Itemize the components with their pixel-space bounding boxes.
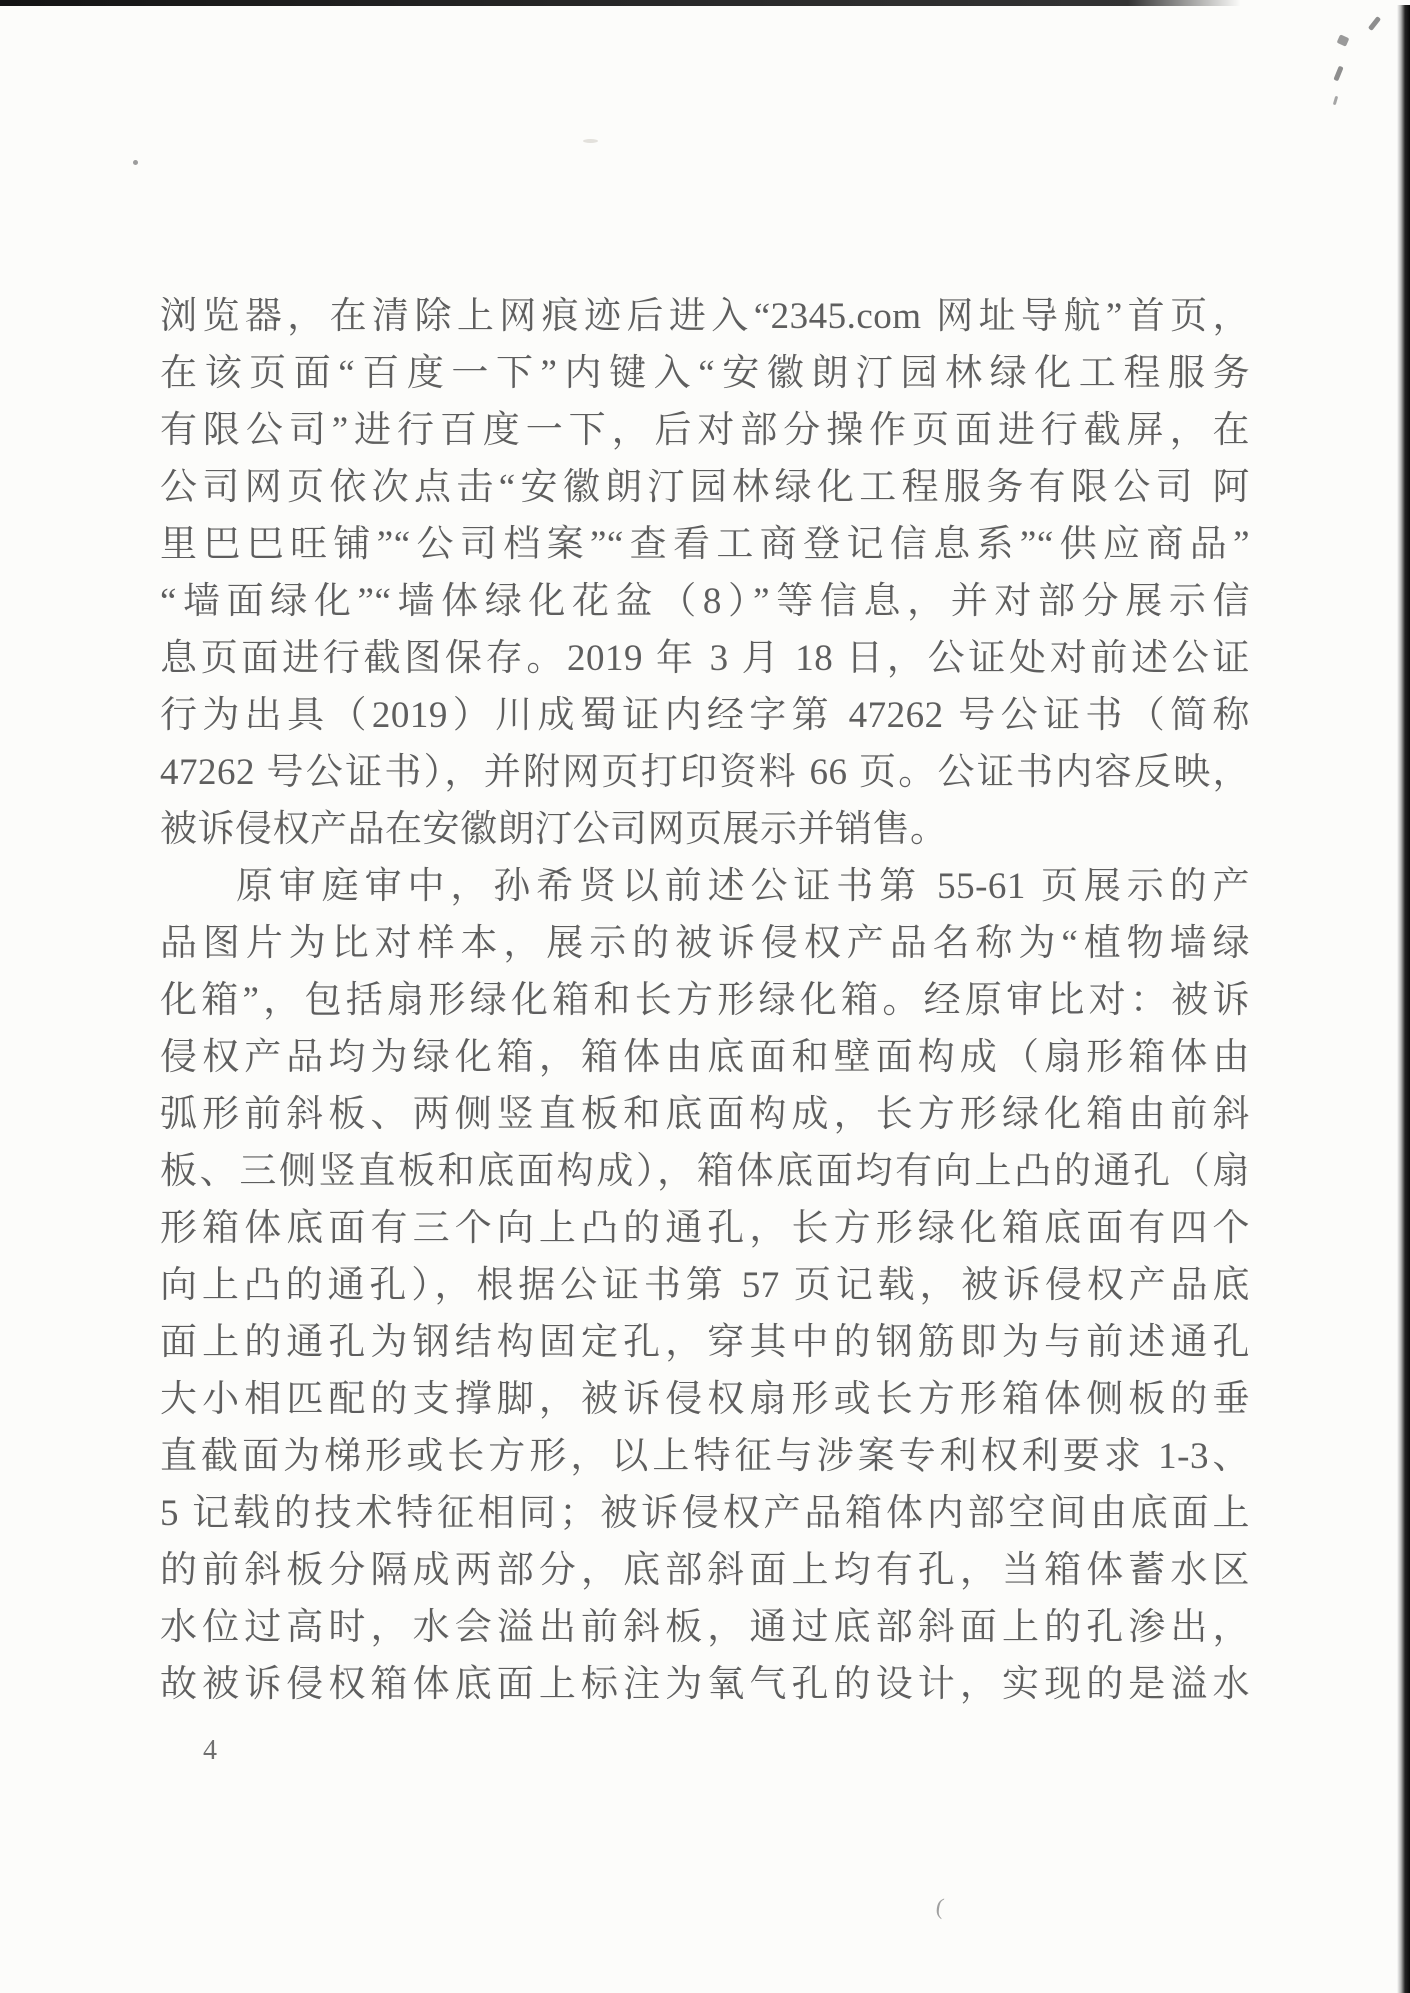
scan-speck: [133, 160, 138, 165]
text-line: 5 记载的技术特征相同；被诉侵权产品箱体内部空间由底面上: [160, 1493, 1250, 1534]
page-number: 4: [203, 1735, 217, 1766]
text-line: 品图片为比对样本，展示的被诉侵权产品名称为“植物墙绿: [160, 923, 1250, 964]
text-line: 有限公司”进行百度一下，后对部分操作页面进行截屏，在: [160, 410, 1250, 451]
document-body-text: [160, 288, 1250, 1713]
text-line: 息页面进行截图保存。2019 年 3 月 18 日，公证处对前述公证: [160, 638, 1250, 679]
text-line: 向上凸的通孔），根据公证书第 57 页记载，被诉侵权产品底: [160, 1265, 1250, 1306]
scan-right-edge: [1397, 5, 1410, 1993]
staple-mark: [1333, 96, 1338, 105]
text-line: 直截面为梯形或长方形，以上特征与涉案专利权利要求 1-3、: [160, 1436, 1250, 1477]
text-line: 里巴巴旺铺”“公司档案”“查看工商登记信息系”“供应商品”: [160, 524, 1250, 565]
text-line: 化箱”，包括扇形绿化箱和长方形绿化箱。经原审比对：被诉: [160, 980, 1250, 1021]
text-line: 板、三侧竖直板和底面构成），箱体底面均有向上凸的通孔（扇: [160, 1151, 1250, 1192]
text-line: 浏览器，在清除上网痕迹后进入“2345.com 网址导航”首页，: [160, 296, 1250, 337]
text-line: 在该页面“百度一下”内键入“安徽朗汀园林绿化工程服务: [160, 353, 1250, 394]
text-line: 侵权产品均为绿化箱，箱体由底面和壁面构成（扇形箱体由: [160, 1037, 1250, 1078]
text-line: “墙面绿化”“墙体绿化花盆（8）”等信息，并对部分展示信: [160, 581, 1250, 622]
text-line: 被诉侵权产品在安徽朗汀公司网页展示并销售。: [160, 809, 948, 850]
text-line: 原审庭审中，孙希贤以前述公证书第 55-61 页展示的产: [236, 866, 1250, 907]
text-line: 形箱体底面有三个向上凸的通孔，长方形绿化箱底面有四个: [160, 1208, 1250, 1249]
stray-pen-mark: (: [934, 1893, 946, 1920]
staple-mark: [1337, 34, 1350, 46]
text-line: 行为出具（2019）川成蜀证内经字第 47262 号公证书（简称: [160, 695, 1250, 736]
text-line: 故被诉侵权箱体底面上标注为氧气孔的设计，实现的是溢水: [160, 1664, 1250, 1705]
text-line: 47262 号公证书），并附网页打印资料 66 页。公证书内容反映，: [160, 752, 1250, 793]
text-line: 面上的通孔为钢结构固定孔，穿其中的钢筋即为与前述通孔: [160, 1322, 1250, 1363]
text-line: 大小相匹配的支撑脚，被诉侵权扇形或长方形箱体侧板的垂: [160, 1379, 1250, 1420]
text-line: 公司网页依次点击“安徽朗汀园林绿化工程服务有限公司 阿: [160, 467, 1250, 508]
scan-smudge: [583, 139, 598, 143]
text-line: 弧形前斜板、两侧竖直板和底面构成，长方形绿化箱由前斜: [160, 1094, 1250, 1135]
staple-mark: [1333, 66, 1343, 82]
scan-top-edge: [0, 0, 1410, 6]
staple-mark: [1368, 16, 1381, 31]
text-line: 水位过高时，水会溢出前斜板，通过底部斜面上的孔渗出，: [160, 1607, 1250, 1648]
text-line: 的前斜板分隔成两部分，底部斜面上均有孔，当箱体蓄水区: [160, 1550, 1250, 1591]
